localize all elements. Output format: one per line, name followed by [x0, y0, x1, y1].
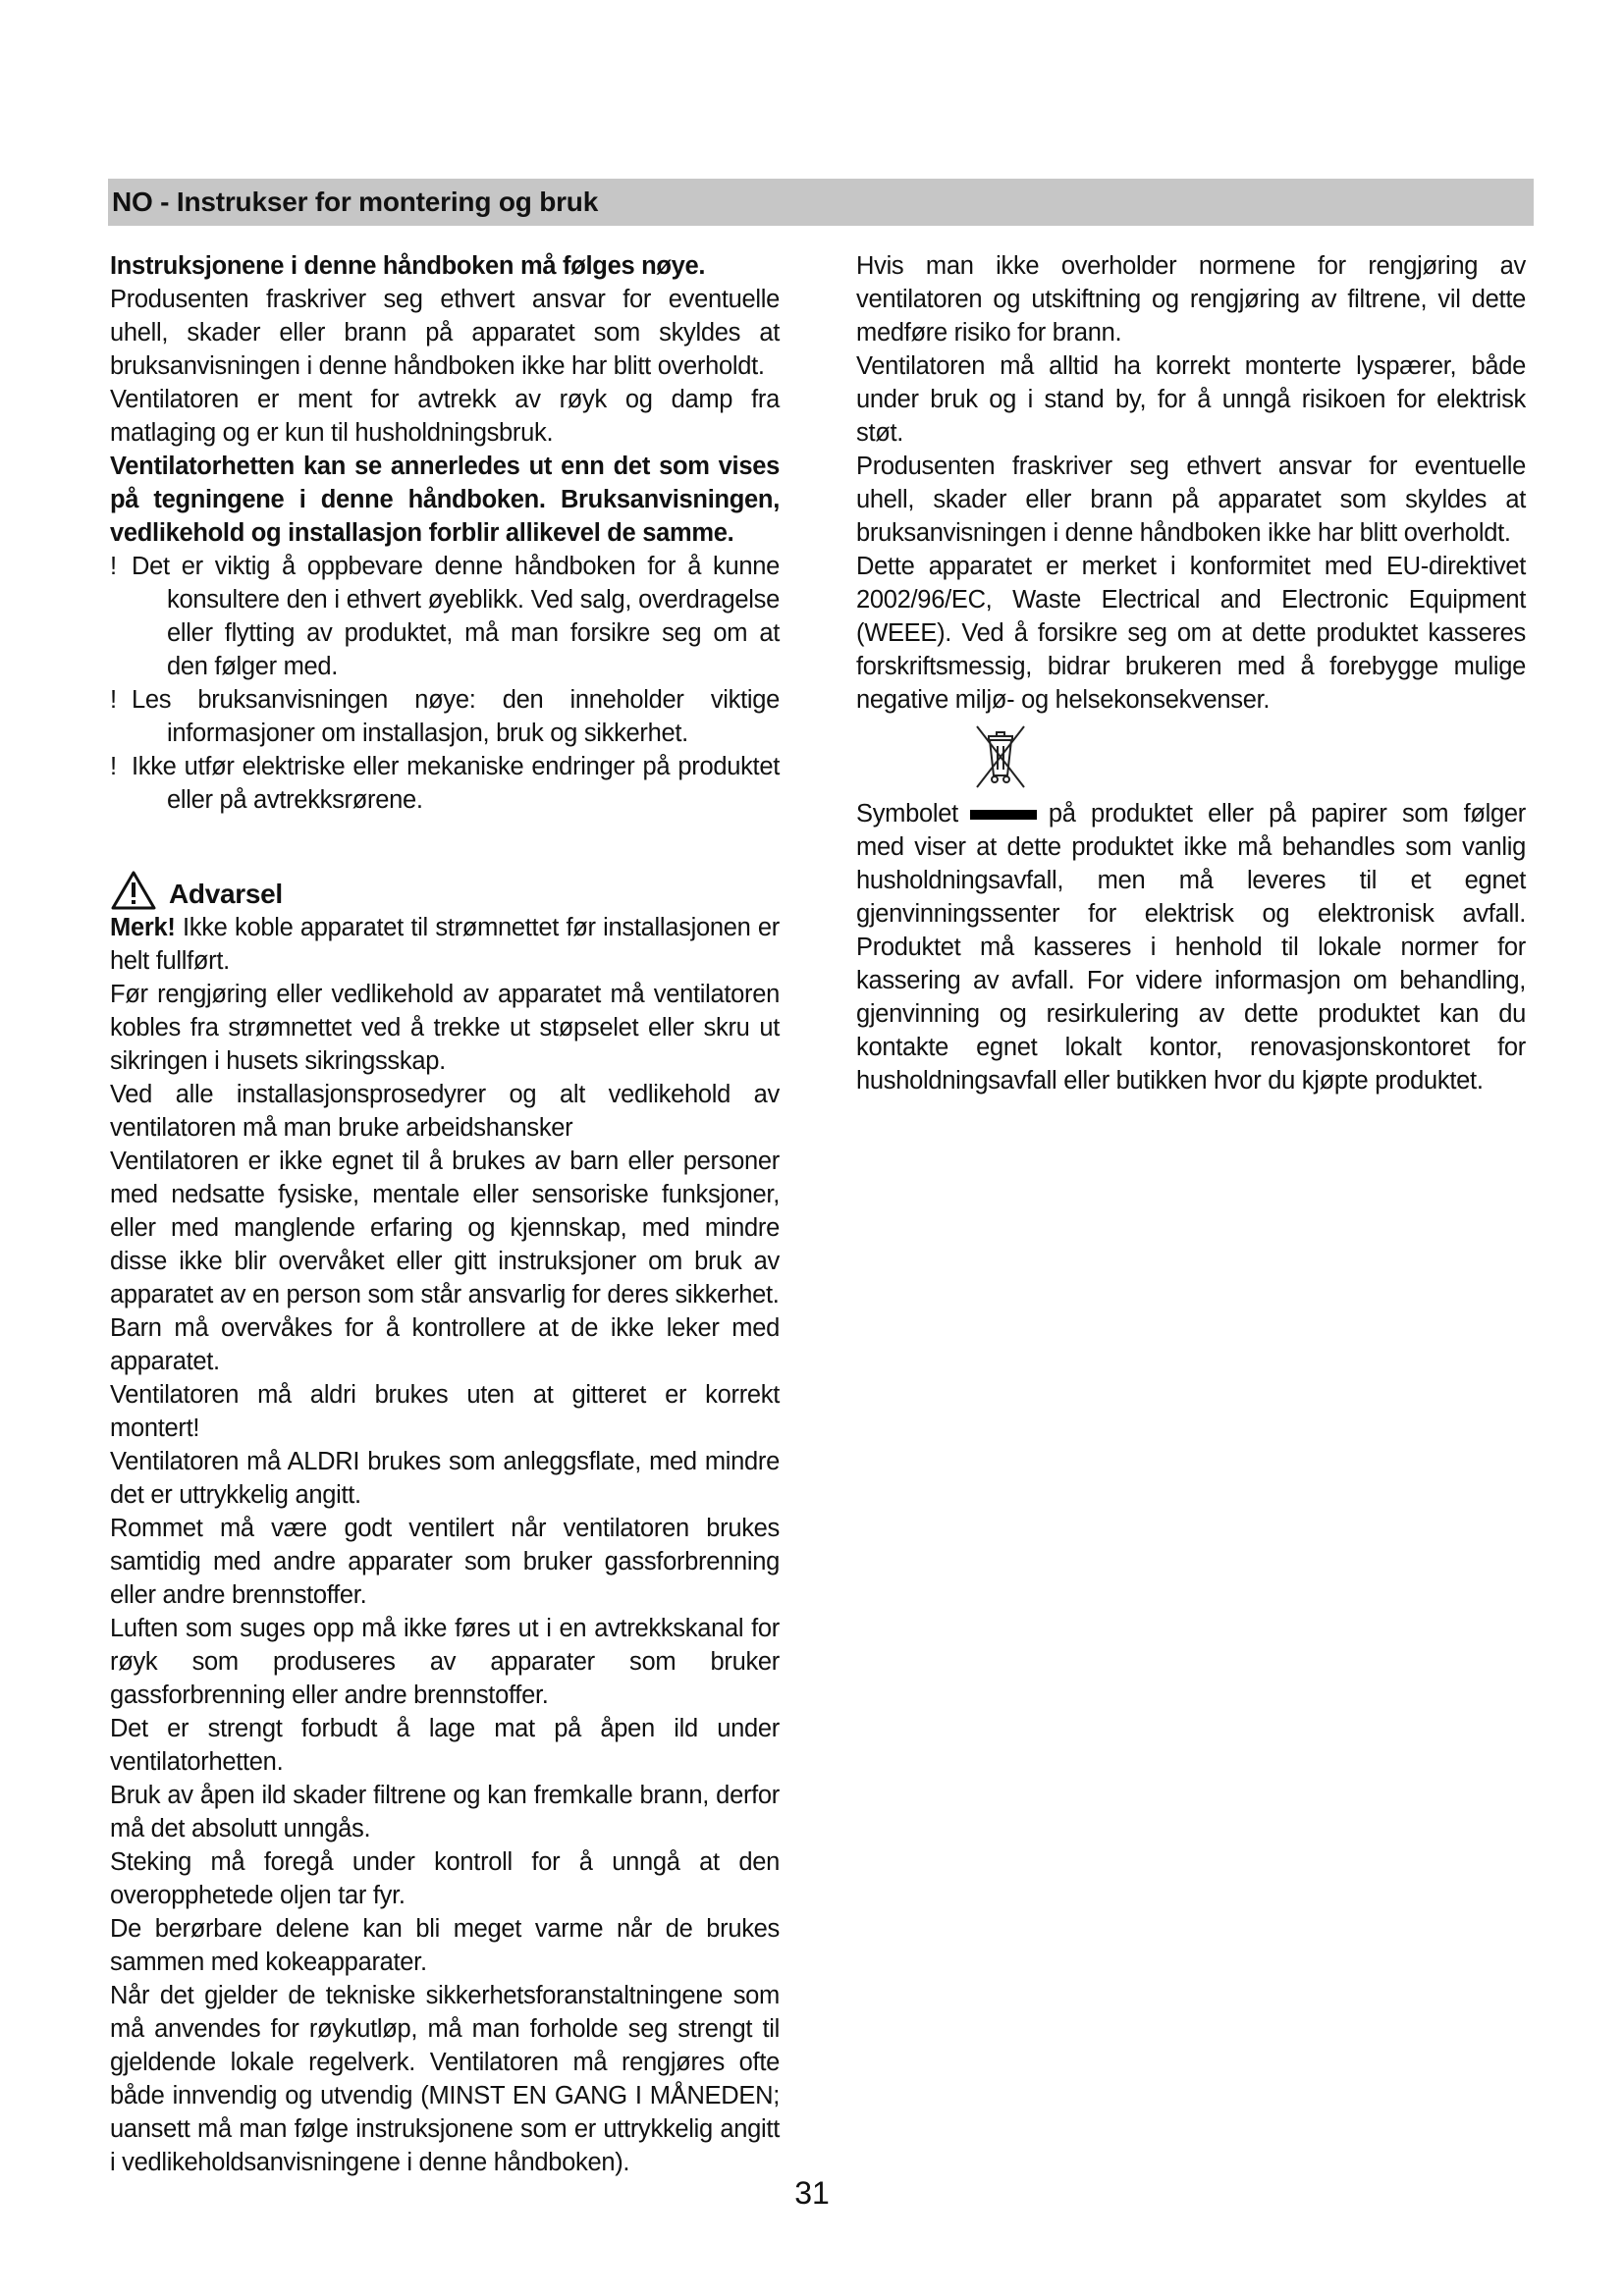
- warning-paragraph: Ventilatoren er ikke egnet til å brukes av barn eller personer med nedsatte fysiske, mentale eller sensoriske funksjoner, eller med manglende erfaring og kjennskap, med mindre disse ikke blir overvåket eller gitt instruksjoner om bruk av apparatet av en person som står ansvarlig for deres sikkerhet.: [110, 1148, 780, 1308]
- symbol-paragraph: [856, 797, 1526, 1097]
- bullet-mark: !: [110, 686, 117, 714]
- warning-paragraph: Når det gjelder de tekniske sikkerhetsforanstaltningene som må anvendes for røykutløp, må man forholde seg strengt til gjeldende lokale regelverk. Ventilatoren må rengjøres ofte både innvendig og utvendig (MINST EN GANG I MÅNEDEN; uansett må man følge instruksjonene som er uttrykkelig angitt i vedlikeholdsanvisningene i denne håndboken).: [110, 1982, 780, 2176]
- right-paragraph: Dette apparatet er merket i konformitet med EU-direktivet 2002/96/EC, Waste Electrical and Electronic Equipment (WEEE). Ved å forsikre seg om at dette produktet kasseres forskriftsmessig, bidrar brukeren med å forebygge mulige negative miljø- og helsekonsekvenser.: [856, 553, 1526, 714]
- right-paragraph: Ventilatoren må alltid ha korrekt monterte lyspærer, både under bruk og i stand by, for å unngå risikoen for elektrisk støt.: [856, 352, 1526, 447]
- merk-label: Merk!: [110, 914, 176, 941]
- left-column: [110, 249, 780, 2179]
- bullet-text: Les bruksanvisningen nøye: den inneholder viktige informasjoner om installasjon, bruk og sikkerhet.: [132, 686, 780, 747]
- warning-paragraph: Rommet må være godt ventilert når ventilatoren brukes samtidig med andre apparater som bruker gassforbrenning eller andre brennstoffer.: [110, 1515, 780, 1609]
- symbol-label: Symbolet: [856, 800, 958, 828]
- merk-text: Ikke koble apparatet til strømnettet før installasjonen er helt fullført.: [110, 914, 780, 975]
- intro-heading: Instruksjonene i denne håndboken må følges nøye.: [110, 252, 706, 280]
- warning-paragraph: Steking må foregå under kontroll for å unngå at den overopphetede oljen tar fyr.: [110, 1848, 780, 1909]
- intro-paragraph-1: Produsenten fraskriver seg ethvert ansvar for eventuelle uhell, skader eller brann på apparatet som skyldes at bruksanvisningen i denne håndboken ikke har blitt overholdt.: [110, 286, 780, 380]
- right-paragraph: Produsenten fraskriver seg ethvert ansvar for eventuelle uhell, skader eller brann på apparatet som skyldes at bruksanvisningen i denne håndboken ikke har blitt overholdt.: [856, 453, 1526, 547]
- intro-paragraph-2: Ventilatoren er ment for avtrekk av røyk og damp fra matlaging og er kun til husholdningsbruk.: [110, 386, 780, 447]
- warning-title: Advarsel: [169, 879, 283, 909]
- bullet-item: [110, 750, 780, 817]
- warning-paragraph: Ved alle installasjonsprosedyrer og alt vedlikehold av ventilatoren må man bruke arbeidshansker: [110, 1081, 780, 1142]
- black-bar-symbol: [970, 810, 1037, 820]
- intro-bold-note: Ventilatorhetten kan se annerledes ut enn det som vises på tegningene i denne håndboken. Bruksanvisningen, vedlikehold og installasjon forblir allikevel de samme.: [110, 453, 780, 547]
- warning-paragraph: Luften som suges opp må ikke føres ut i en avtrekkskanal for røyk som produseres av apparater som bruker gassforbrenning eller andre brennstoffer.: [110, 1615, 780, 1709]
- bullet-mark: !: [110, 753, 117, 780]
- crossed-out-bin-icon: [969, 722, 1032, 791]
- bullet-mark: !: [110, 553, 117, 580]
- warning-paragraph: Ventilatoren må ALDRI brukes som anleggsflate, med mindre det er uttrykkelig angitt.: [110, 1448, 780, 1509]
- bullet-text: Det er viktig å oppbevare denne håndboken for å kunne konsultere den i ethvert øyeblikk. Ved salg, overdragelse eller flytting av produktet, må man forsikre seg om at den følger med.: [132, 553, 780, 680]
- symbol-text: på produktet eller på papirer som følger med viser at dette produktet ikke må behandles som vanlig husholdningsavfall, men må leveres til et egnet gjenvinningssenter for elektrisk og elektronisk avfall. Produktet må kasseres i henhold til lokale normer for kassering av avfall. For videre informasjon om behandling, gjenvinning og resirkulering av dette produktet kan du kontakte egnet lokalt kontor, renovasjonskontoret for husholdningsavfall eller butikken hvor du kjøpte produktet.: [856, 800, 1526, 1095]
- warning-paragraph: Det er strengt forbudt å lage mat på åpen ild under ventilatorhetten.: [110, 1715, 780, 1776]
- warning-paragraph: Barn må overvåkes for å kontrollere at de ikke leker med apparatet.: [110, 1314, 780, 1375]
- right-column: [856, 249, 1526, 1097]
- section-title: NO - Instrukser for montering og bruk: [112, 187, 599, 217]
- weee-symbol-container: [856, 722, 1526, 797]
- warning-paragraph: De berørbare delene kan bli meget varme når de brukes sammen med kokeapparater.: [110, 1915, 780, 1976]
- warning-paragraph: Ventilatoren må aldri brukes uten at gitteret er korrekt montert!: [110, 1381, 780, 1442]
- merk-paragraph: [110, 911, 780, 978]
- bullet-item: [110, 550, 780, 683]
- warning-triangle-icon: [110, 870, 157, 911]
- bullet-text: Ikke utfør elektriske eller mekaniske endringer på produktet eller på avtrekksrørene.: [132, 753, 780, 814]
- bullet-item: [110, 683, 780, 750]
- section-header: [108, 179, 1534, 226]
- page-number: 31: [794, 2175, 830, 2211]
- warning-paragraph: Bruk av åpen ild skader filtrene og kan fremkalle brann, derfor må det absolutt unngås.: [110, 1782, 780, 1842]
- right-paragraph: Hvis man ikke overholder normene for rengjøring av ventilatoren og utskiftning og rengjøring av filtrene, vil dette medføre risiko for brann.: [856, 252, 1526, 347]
- warning-heading: [110, 856, 780, 911]
- warning-paragraph: Før rengjøring eller vedlikehold av apparatet må ventilatoren kobles fra strømnettet ved å trekke ut støpselet eller skru ut sikringen i husets sikringsskap.: [110, 981, 780, 1075]
